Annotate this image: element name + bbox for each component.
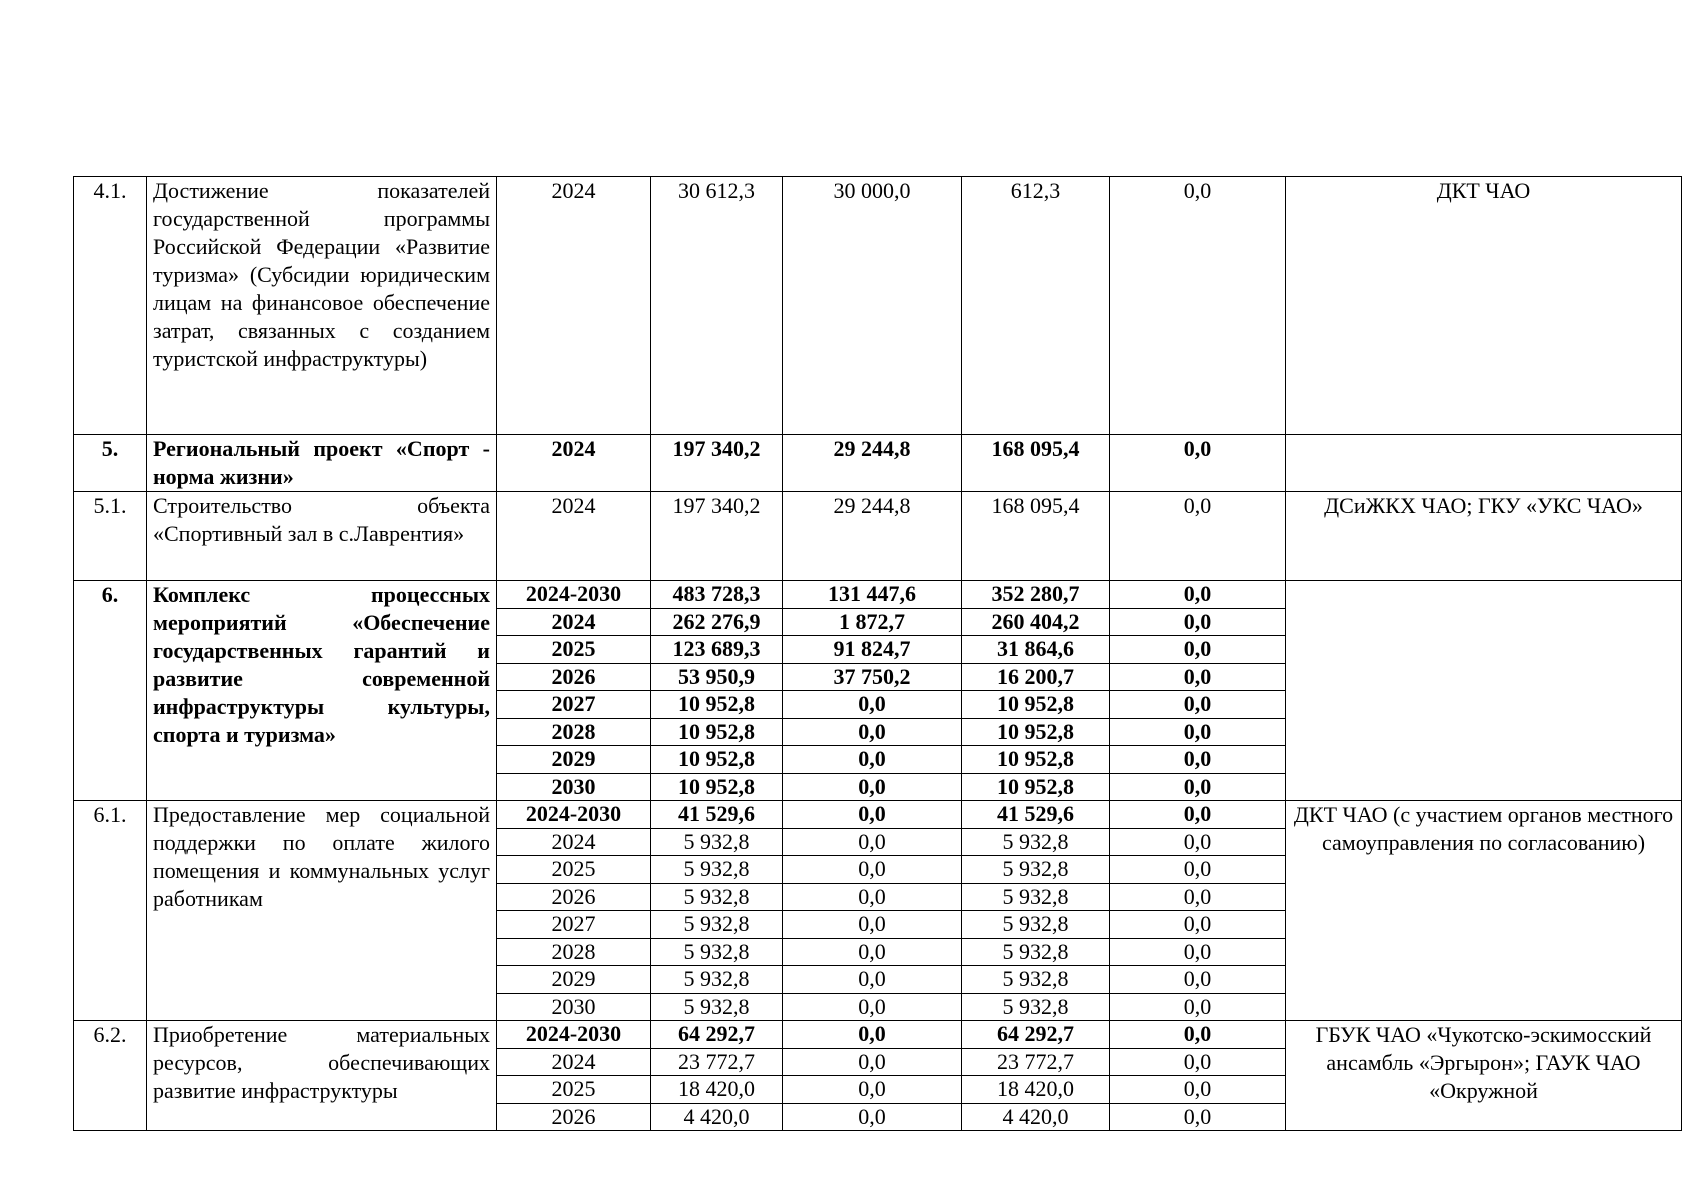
row-other: 0,0 [1110,773,1286,801]
row-year: 2025 [497,636,651,664]
row-federal: 0,0 [783,1103,962,1131]
row-regional: 41 529,6 [962,801,1110,829]
row-year: 2027 [497,911,651,939]
row-federal: 0,0 [783,691,962,719]
row-total: 197 340,2 [651,492,783,581]
row-federal: 0,0 [783,718,962,746]
funding-table [73,176,1682,1131]
row-other: 0,0 [1110,718,1286,746]
row-federal: 29 244,8 [783,435,962,492]
row-total: 10 952,8 [651,718,783,746]
row-regional: 168 095,4 [962,492,1110,581]
row-other: 0,0 [1110,801,1286,829]
row-total: 53 950,9 [651,663,783,691]
row-regional: 16 200,7 [962,663,1110,691]
row-year: 2024-2030 [497,1021,651,1049]
row-federal: 1 872,7 [783,608,962,636]
row-federal: 0,0 [783,993,962,1021]
row-year: 2026 [497,883,651,911]
row-year: 2026 [497,663,651,691]
row-regional: 260 404,2 [962,608,1110,636]
row-total: 10 952,8 [651,746,783,774]
row-responsible: ДКТ ЧАО (с участием органов местного самоуправления по согласованию) [1286,801,1682,1021]
row-other: 0,0 [1110,691,1286,719]
row-number: 5. [74,435,147,492]
row-regional: 31 864,6 [962,636,1110,664]
row-federal: 0,0 [783,828,962,856]
row-total: 64 292,7 [651,1021,783,1049]
row-total: 23 772,7 [651,1048,783,1076]
row-other: 0,0 [1110,1021,1286,1049]
row-responsible: ДСиЖКХ ЧАО; ГКУ «УКС ЧАО» [1286,492,1682,581]
row-total: 4 420,0 [651,1103,783,1131]
row-other: 0,0 [1110,993,1286,1021]
row-other: 0,0 [1110,492,1286,581]
row-federal: 0,0 [783,1048,962,1076]
row-number: 6.2. [74,1021,147,1131]
row-other: 0,0 [1110,581,1286,609]
table-row [74,801,1682,829]
row-number: 4.1. [74,177,147,435]
row-total: 30 612,3 [651,177,783,435]
row-name: Комплекс процессных мероприятий «Обеспечение государственных гарантий и развитие современной инфраструктуры культуры, спорта и туризма» [147,581,497,801]
row-year: 2028 [497,938,651,966]
row-regional: 5 932,8 [962,911,1110,939]
row-federal: 0,0 [783,1021,962,1049]
table-row [74,581,1682,609]
row-regional: 10 952,8 [962,718,1110,746]
row-regional: 5 932,8 [962,883,1110,911]
row-year: 2029 [497,746,651,774]
row-federal: 0,0 [783,801,962,829]
row-year: 2026 [497,1103,651,1131]
row-year: 2030 [497,993,651,1021]
row-total: 123 689,3 [651,636,783,664]
row-other: 0,0 [1110,435,1286,492]
row-total: 5 932,8 [651,828,783,856]
row-total: 10 952,8 [651,691,783,719]
row-name: Приобретение материальных ресурсов, обеспечивающих развитие инфраструктуры [147,1021,497,1131]
row-responsible [1286,435,1682,492]
row-total: 41 529,6 [651,801,783,829]
row-regional: 612,3 [962,177,1110,435]
row-number: 5.1. [74,492,147,581]
row-other: 0,0 [1110,608,1286,636]
row-year: 2024 [497,608,651,636]
row-federal: 0,0 [783,938,962,966]
row-federal: 0,0 [783,911,962,939]
row-total: 5 932,8 [651,966,783,994]
row-year: 2030 [497,773,651,801]
row-federal: 30 000,0 [783,177,962,435]
table-row [74,177,1682,435]
row-total: 5 932,8 [651,938,783,966]
row-responsible: ДКТ ЧАО [1286,177,1682,435]
row-name: Достижение показателей государственной программы Российской Федерации «Развитие туризма» (Субсидии юридическим лицам на финансовое обеспечение затрат, связанных с созданием туристской инфраструктуры) [147,177,497,435]
table-row [74,492,1682,581]
row-federal: 0,0 [783,746,962,774]
row-total: 5 932,8 [651,911,783,939]
row-regional: 10 952,8 [962,773,1110,801]
row-other: 0,0 [1110,883,1286,911]
row-regional: 5 932,8 [962,966,1110,994]
row-regional: 64 292,7 [962,1021,1110,1049]
row-regional: 5 932,8 [962,856,1110,884]
row-number: 6.1. [74,801,147,1021]
table-row [74,1021,1682,1049]
row-federal: 0,0 [783,966,962,994]
row-total: 5 932,8 [651,856,783,884]
row-other: 0,0 [1110,938,1286,966]
row-other: 0,0 [1110,856,1286,884]
row-year: 2027 [497,691,651,719]
row-name: Строительство объекта «Спортивный зал в с.Лаврентия» [147,492,497,581]
row-total: 262 276,9 [651,608,783,636]
row-regional: 168 095,4 [962,435,1110,492]
row-federal: 91 824,7 [783,636,962,664]
row-total: 18 420,0 [651,1076,783,1104]
row-regional: 352 280,7 [962,581,1110,609]
row-responsible: ГБУК ЧАО «Чукотско-эскимосский ансамбль «Эргырон»; ГАУК ЧАО «Окружной [1286,1021,1682,1131]
row-name: Предоставление мер социальной поддержки по оплате жилого помещения и коммунальных услуг работникам [147,801,497,1021]
row-year: 2024-2030 [497,801,651,829]
row-total: 10 952,8 [651,773,783,801]
row-name: Региональный проект «Спорт - норма жизни» [147,435,497,492]
row-total: 5 932,8 [651,883,783,911]
row-federal: 37 750,2 [783,663,962,691]
row-federal: 29 244,8 [783,492,962,581]
row-regional: 18 420,0 [962,1076,1110,1104]
row-other: 0,0 [1110,636,1286,664]
row-other: 0,0 [1110,663,1286,691]
row-year: 2024-2030 [497,581,651,609]
row-federal: 0,0 [783,883,962,911]
row-regional: 10 952,8 [962,746,1110,774]
table-row [74,435,1682,492]
row-federal: 0,0 [783,1076,962,1104]
row-other: 0,0 [1110,177,1286,435]
row-regional: 5 932,8 [962,828,1110,856]
row-year: 2024 [497,492,651,581]
row-responsible [1286,581,1682,801]
row-year: 2024 [497,177,651,435]
row-total: 197 340,2 [651,435,783,492]
row-year: 2024 [497,1048,651,1076]
row-other: 0,0 [1110,1048,1286,1076]
row-regional: 10 952,8 [962,691,1110,719]
table-body [74,177,1682,1131]
row-other: 0,0 [1110,911,1286,939]
row-federal: 0,0 [783,856,962,884]
row-year: 2025 [497,856,651,884]
row-regional: 4 420,0 [962,1103,1110,1131]
row-year: 2029 [497,966,651,994]
row-total: 5 932,8 [651,993,783,1021]
row-other: 0,0 [1110,746,1286,774]
row-year: 2028 [497,718,651,746]
row-total: 483 728,3 [651,581,783,609]
row-other: 0,0 [1110,966,1286,994]
row-regional: 23 772,7 [962,1048,1110,1076]
row-federal: 131 447,6 [783,581,962,609]
row-regional: 5 932,8 [962,938,1110,966]
row-year: 2025 [497,1076,651,1104]
row-year: 2024 [497,828,651,856]
row-federal: 0,0 [783,773,962,801]
row-other: 0,0 [1110,1076,1286,1104]
row-year: 2024 [497,435,651,492]
row-other: 0,0 [1110,828,1286,856]
row-regional: 5 932,8 [962,993,1110,1021]
row-other: 0,0 [1110,1103,1286,1131]
row-number: 6. [74,581,147,801]
